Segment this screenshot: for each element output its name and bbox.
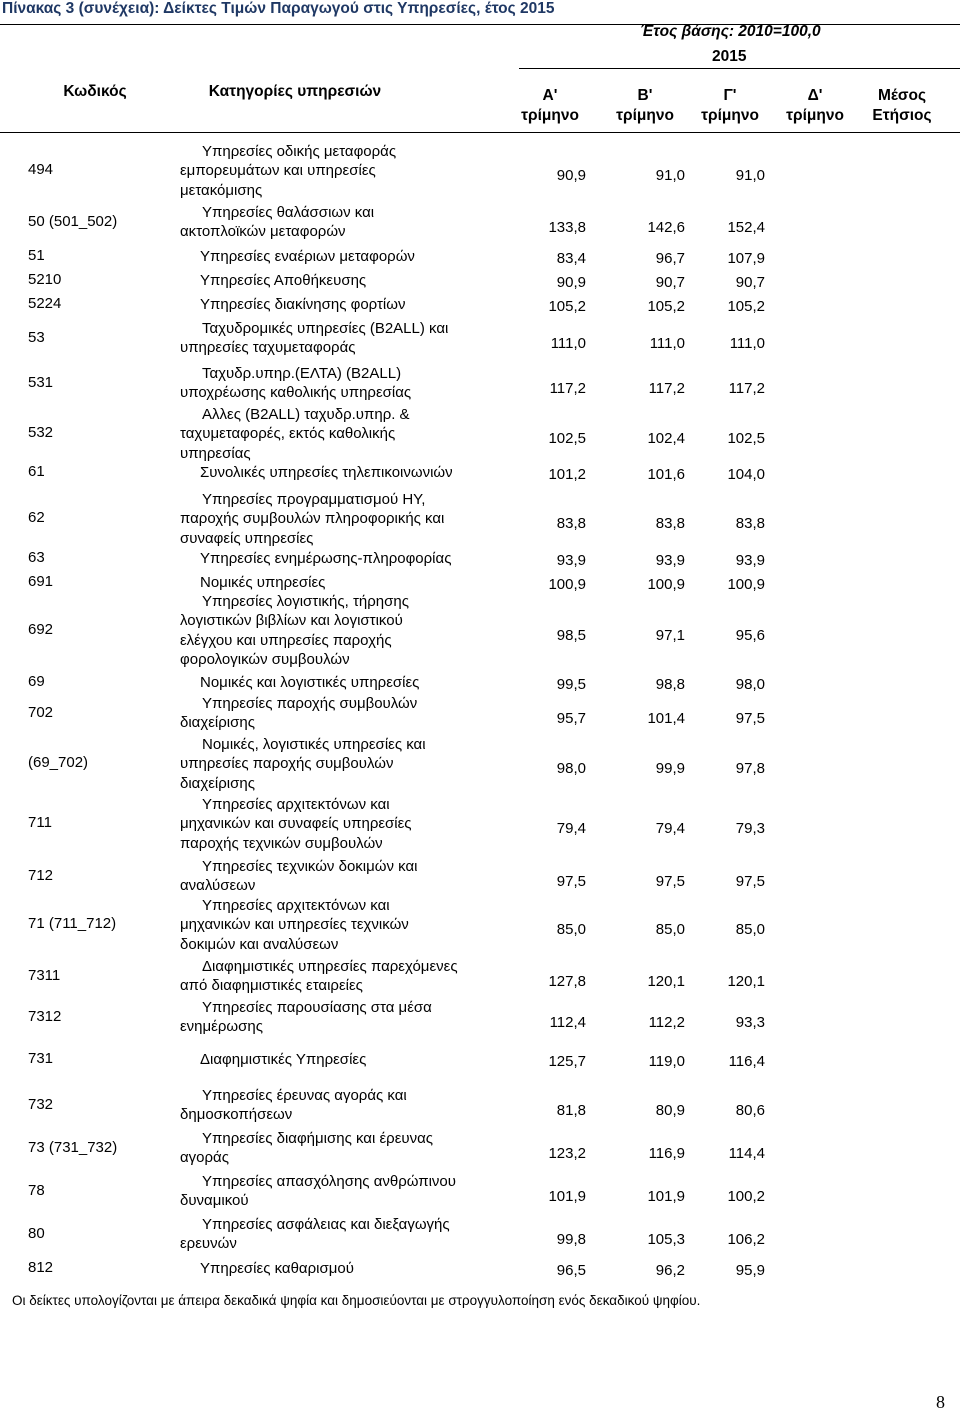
- description-line: Υπηρεσίες λογιστικής, τήρησης: [202, 593, 409, 610]
- row-description: [200, 271, 535, 290]
- value-q1: 117,2: [549, 379, 586, 397]
- value-q1: 101,2: [548, 466, 586, 483]
- row-code: 62: [28, 509, 45, 527]
- description-line: Ταχυδρ.υπηρ.(ΕΛΤΑ) (B2ALL): [202, 365, 402, 382]
- value-q3: 106,2: [727, 1230, 765, 1248]
- row-code: 7312: [28, 1007, 62, 1025]
- value-q3: 95,9: [735, 1262, 765, 1279]
- description-line: δοκιμών και αναλύσεων: [180, 935, 339, 953]
- row-code: 69: [28, 673, 45, 690]
- row-description: [180, 896, 515, 954]
- row-description: [180, 592, 515, 670]
- description-line: Υπηρεσίες ασφάλειας και διεξαγωγής: [202, 1216, 450, 1233]
- row-description: [180, 1172, 515, 1211]
- value-q1: 100,9: [548, 576, 586, 593]
- row-description: [200, 1259, 535, 1278]
- row-code: (69_702): [28, 754, 89, 772]
- description-line: ερευνών: [180, 1235, 237, 1253]
- value-q1: 83,4: [556, 250, 586, 267]
- row-description: [200, 1050, 535, 1069]
- value-q3: 105,2: [727, 298, 765, 315]
- row-code: 61: [28, 463, 45, 480]
- description-line: ενημέρωσης: [180, 1018, 263, 1036]
- value-q3: 93,9: [735, 552, 765, 569]
- description-line: Υπηρεσίες αρχιτεκτόνων και: [202, 897, 390, 914]
- value-q3: 97,5: [735, 709, 765, 727]
- value-q1: 99,5: [556, 676, 586, 693]
- row-description: [180, 490, 515, 548]
- value-q2: 99,9: [655, 760, 685, 778]
- row-code: 53: [28, 328, 45, 346]
- year-rule: [519, 68, 960, 69]
- value-q3: 114,4: [728, 1144, 765, 1162]
- base-year: Έτος βάσης: 2010=100,0: [640, 23, 821, 40]
- value-q3: 117,2: [728, 379, 765, 397]
- value-q2: 105,3: [647, 1230, 685, 1248]
- description-line: ακτοπλοϊκών μεταφορών: [180, 223, 346, 241]
- row-description: [180, 735, 515, 793]
- description-line: Υπηρεσίες απασχόλησης ανθρώπινου: [202, 1173, 456, 1190]
- value-q1: 125,7: [548, 1053, 586, 1070]
- value-q2: 96,7: [655, 250, 685, 267]
- value-q1: 93,9: [556, 552, 586, 569]
- row-description: [180, 319, 515, 358]
- header-annual: Μέσος Ετήσιος: [872, 87, 932, 124]
- value-q1: 90,9: [556, 274, 586, 291]
- row-code: 691: [28, 573, 54, 590]
- row-code: 73 (731_732): [28, 1138, 118, 1156]
- value-q1: 95,7: [556, 709, 586, 727]
- description-line: μηχανικών και υπηρεσίες τεχνικών: [180, 916, 409, 934]
- value-q1: 127,8: [548, 972, 586, 990]
- description-line: Υπηρεσίες αρχιτεκτόνων και: [202, 796, 390, 813]
- header-code: Κωδικός: [63, 83, 127, 100]
- row-description: [200, 247, 535, 266]
- row-description: [180, 142, 515, 200]
- row-code: 702: [28, 703, 54, 721]
- value-q3: 80,6: [735, 1101, 765, 1119]
- row-description: [200, 549, 535, 568]
- value-q3: 100,9: [727, 576, 765, 593]
- description-line: υποχρέωσης καθολικής υπηρεσίας: [180, 384, 412, 402]
- value-q2: 97,1: [655, 627, 685, 645]
- value-q1: 81,8: [556, 1101, 586, 1119]
- description-line: ελέγχου και υπηρεσίες παροχής: [180, 631, 392, 649]
- value-q2: 105,2: [647, 298, 685, 315]
- row-code: 78: [28, 1181, 45, 1199]
- value-q2: 91,0: [655, 167, 685, 185]
- description-line: αναλύσεων: [180, 877, 256, 895]
- value-q2: 101,4: [647, 709, 685, 727]
- header-rule: [0, 132, 960, 133]
- value-q3: 104,0: [727, 466, 765, 483]
- value-q2: 100,9: [647, 576, 685, 593]
- description-line: Υπηρεσίες τεχνικών δοκιμών και: [202, 858, 418, 875]
- description-line: Υπηρεσίες Αποθήκευσης: [200, 272, 367, 289]
- description-line: Υπηρεσίες έρευνας αγοράς και: [202, 1087, 407, 1104]
- row-code: 71 (711_712): [28, 915, 117, 933]
- description-line: δημοσκοπήσεων: [180, 1106, 293, 1124]
- table-year: 2015: [712, 48, 747, 65]
- description-line: Συνολικές υπηρεσίες τηλεπικοινωνιών: [200, 464, 453, 481]
- row-description: [180, 795, 515, 853]
- value-q1: 123,2: [548, 1144, 586, 1162]
- description-line: υπηρεσίες παροχής συμβουλών: [180, 755, 394, 773]
- value-q2: 98,8: [655, 676, 685, 693]
- row-description: [180, 1086, 515, 1125]
- description-line: Νομικές υπηρεσίες: [200, 574, 326, 591]
- value-q2: 90,7: [655, 274, 685, 291]
- header-q4: Δ' τρίμηνο: [786, 87, 844, 124]
- value-q2: 119,0: [648, 1053, 685, 1070]
- value-q3: 79,3: [735, 820, 765, 838]
- row-code: 531: [28, 373, 54, 391]
- description-line: Υπηρεσίες παρουσίασης στα μέσα: [202, 999, 432, 1016]
- description-line: διαχείρισης: [180, 774, 255, 792]
- value-q1: 83,8: [556, 515, 586, 533]
- footnote: Οι δείκτες υπολογίζονται με άπειρα δεκαδικά ψηφία και δημοσιεύονται με στρογγυλοποίηση ενός δεκαδικού ψηφίου.: [12, 1293, 701, 1308]
- row-description: [180, 957, 515, 996]
- description-line: υπηρεσίες ταχυμεταφοράς: [180, 339, 356, 357]
- row-code: 7311: [28, 966, 61, 984]
- description-line: από διαφημιστικές εταιρείες: [180, 977, 363, 995]
- description-line: Διαφημιστικές Υπηρεσίες: [200, 1051, 367, 1068]
- description-line: Υπηρεσίες εναέριων μεταφορών: [200, 248, 415, 265]
- description-line: παροχής τεχνικών συμβουλών: [180, 834, 383, 852]
- row-code: 63: [28, 549, 45, 566]
- description-line: συναφείς υπηρεσίες: [180, 529, 314, 547]
- value-q1: 105,2: [548, 298, 586, 315]
- row-description: [180, 1215, 515, 1254]
- row-code: 5224: [28, 295, 62, 312]
- value-q1: 111,0: [550, 334, 586, 352]
- value-q2: 102,4: [647, 430, 685, 448]
- row-description: [180, 1129, 515, 1168]
- header-q3: Γ' τρίμηνο: [701, 87, 759, 124]
- value-q2: 96,2: [655, 1262, 685, 1279]
- value-q2: 111,0: [649, 334, 685, 352]
- description-line: παροχής συμβουλών πληροφορικής και: [180, 510, 445, 528]
- description-line: Υπηρεσίες προγραμματισμού ΗΥ,: [202, 491, 426, 508]
- row-description: [200, 573, 535, 592]
- value-q2: 97,5: [655, 872, 685, 890]
- value-q3: 93,3: [735, 1013, 765, 1031]
- description-line: λογιστικών βιβλίων και λογιστικού: [180, 612, 403, 630]
- row-code: 51: [28, 247, 45, 264]
- value-q3: 102,5: [727, 430, 765, 448]
- row-code: 494: [28, 161, 54, 179]
- value-q1: 98,5: [556, 627, 586, 645]
- value-q3: 97,5: [735, 872, 765, 890]
- value-q1: 96,5: [556, 1262, 586, 1279]
- row-code: 812: [28, 1259, 54, 1276]
- row-code: 711: [28, 814, 52, 832]
- description-line: διαχείρισης: [180, 714, 255, 732]
- row-description: [200, 463, 535, 482]
- description-line: φορολογικών συμβουλών: [180, 651, 350, 669]
- description-line: Υπηρεσίες θαλάσσιων και: [202, 204, 375, 221]
- row-code: 50 (501_502): [28, 212, 118, 230]
- value-q2: 85,0: [655, 921, 685, 939]
- row-description: [180, 998, 515, 1037]
- value-q2: 101,6: [647, 466, 685, 483]
- description-line: μετακόμισης: [180, 181, 263, 199]
- header-category: Κατηγορίες υπηρεσιών: [208, 83, 382, 100]
- value-q1: 97,5: [556, 872, 586, 890]
- value-q1: 85,0: [556, 921, 586, 939]
- value-q2: 116,9: [648, 1144, 685, 1162]
- row-code: 692: [28, 621, 54, 639]
- value-q2: 101,9: [647, 1187, 685, 1205]
- value-q1: 101,9: [548, 1187, 586, 1205]
- value-q2: 93,9: [655, 552, 685, 569]
- value-q1: 102,5: [548, 430, 586, 448]
- value-q2: 79,4: [655, 820, 685, 838]
- value-q3: 120,1: [727, 972, 765, 990]
- value-q3: 85,0: [735, 921, 765, 939]
- row-code: 5210: [28, 271, 62, 288]
- value-q2: 112,2: [648, 1013, 685, 1031]
- description-line: Υπηρεσίες ενημέρωσης-πληροφορίας: [200, 550, 452, 567]
- value-q2: 117,2: [648, 379, 685, 397]
- row-code: 532: [28, 424, 54, 442]
- description-line: Ταχυδρομικές υπηρεσίες (B2ALL) και: [202, 320, 449, 337]
- description-line: ταχυμεταφορές, εκτός καθολικής: [180, 425, 396, 443]
- value-q2: 142,6: [647, 218, 685, 236]
- description-line: Υπηρεσίες διακίνησης φορτίων: [200, 296, 406, 313]
- row-description: [200, 673, 535, 692]
- page-number: 8: [936, 1392, 945, 1412]
- row-description: [180, 405, 515, 463]
- value-q3: 91,0: [735, 167, 765, 185]
- row-description: [180, 364, 515, 403]
- value-q3: 95,6: [735, 627, 765, 645]
- value-q1: 90,9: [556, 167, 586, 185]
- header-q1: Α' τρίμηνο: [521, 87, 579, 124]
- value-q3: 83,8: [735, 515, 765, 533]
- value-q2: 80,9: [655, 1101, 685, 1119]
- description-line: αγοράς: [180, 1149, 229, 1167]
- description-line: Υπηρεσίες οδικής μεταφοράς: [202, 143, 397, 160]
- value-q3: 111,0: [729, 334, 765, 352]
- value-q1: 98,0: [556, 760, 586, 778]
- value-q1: 79,4: [556, 820, 586, 838]
- row-description: [200, 295, 535, 314]
- description-line: Υπηρεσίες διαφήμισης και έρευνας: [202, 1130, 433, 1147]
- description-line: Υπηρεσίες καθαρισμού: [200, 1260, 354, 1277]
- description-line: υπηρεσίας: [180, 444, 251, 462]
- value-q3: 107,9: [727, 250, 765, 267]
- value-q3: 152,4: [727, 218, 765, 236]
- value-q2: 120,1: [647, 972, 685, 990]
- value-q1: 99,8: [556, 1230, 586, 1248]
- row-description: [180, 857, 515, 896]
- description-line: εμπορευμάτων και υπηρεσίες: [180, 162, 376, 180]
- value-q3: 97,8: [735, 760, 765, 778]
- row-description: [180, 694, 515, 733]
- value-q2: 83,8: [655, 515, 685, 533]
- row-code: 80: [28, 1224, 45, 1242]
- value-q3: 116,4: [728, 1053, 765, 1070]
- row-code: 712: [28, 866, 54, 884]
- row-code: 731: [28, 1050, 54, 1067]
- description-line: Νομικές και λογιστικές υπηρεσίες: [200, 674, 420, 691]
- row-code: 732: [28, 1095, 54, 1113]
- description-line: Διαφημιστικές υπηρεσίες παρεχόμενες: [202, 958, 458, 975]
- value-q1: 133,8: [548, 218, 586, 236]
- value-q3: 90,7: [735, 274, 765, 291]
- description-line: Αλλες (B2ALL) ταχυδρ.υπηρ. &: [202, 406, 410, 423]
- row-description: [180, 203, 515, 242]
- description-line: Νομικές, λογιστικές υπηρεσίες και: [202, 736, 426, 753]
- description-line: μηχανικών και συναφείς υπηρεσίες: [180, 815, 412, 833]
- value-q3: 98,0: [735, 676, 765, 693]
- description-line: δυναμικού: [180, 1192, 249, 1210]
- value-q1: 112,4: [549, 1013, 586, 1031]
- header-q2: Β' τρίμηνο: [616, 87, 674, 124]
- value-q3: 100,2: [727, 1187, 765, 1205]
- description-line: Υπηρεσίες παροχής συμβουλών: [202, 695, 418, 712]
- page-title: Πίνακας 3 (συνέχεια): Δείκτες Τιμών Παραγωγού στις Υπηρεσίες, έτος 2015: [2, 0, 555, 17]
